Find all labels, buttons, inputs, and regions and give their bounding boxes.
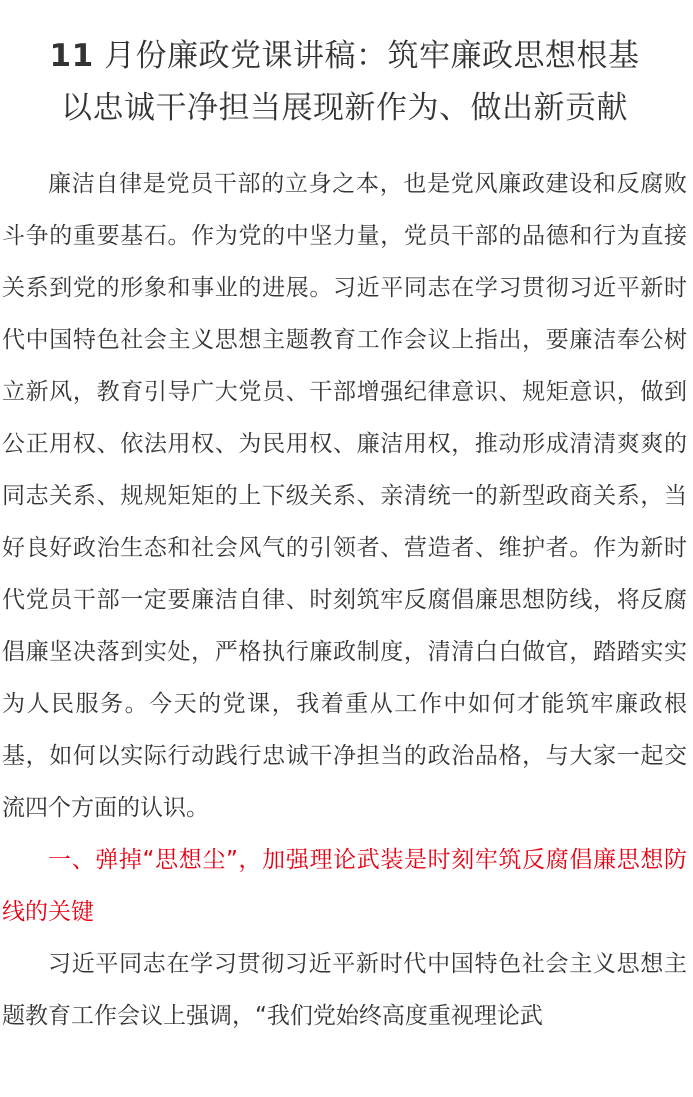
title-line-1: [50, 38, 640, 74]
paragraph-section-1: 习近平同志在学习贯彻习近平新时代中国特色社会主义思想主题教育工作会议上强调，“我们党始终高度重视理论武: [2, 951, 687, 1029]
document-body: [2, 158, 687, 1042]
paragraph-intro: 廉洁自律是党员干部的立身之本，也是党风廉政建设和反腐败斗争的重要基石。作为党的中坚力量，党员干部的品德和行为直接关系到党的形象和事业的进展。习近平同志在学习贯彻习近平新时代中国特色社会主义思想主题教育工作会议上指出，要廉洁奉公树立新风，教育引导广大党员、干部增强纪律意识、规矩意识，做到公正用权、依法用权、为民用权、廉洁用权，推动形成清清爽爽的同志关系、规规矩矩的上下级关系、亲清统一的新型政商关系，当好良好政治生态和社会风气的引领者、营造者、维护者。作为新时代党员干部一定要廉洁自律、时刻筑牢反腐倡廉思想防线，将反腐倡廉坚决落到实处，严格执行廉政制度，清清白白做官，踏踏实实为人民服务。今天的党课，我着重从工作中如何才能筑牢廉政根基，如何以实际行动践行忠诚干净担当的政治品格，与大家一起交流四个方面的认识。: [2, 171, 687, 821]
title-line-1-text: 月份廉政党课讲稿：筑牢廉政思想根基: [104, 38, 640, 74]
title-line-2: 以忠诚干净担当展现新作为、做出新贡献: [61, 90, 628, 126]
title-month-number: 11: [49, 38, 94, 74]
document-title: [2, 30, 687, 134]
section-heading-1: 一、弹掉“思想尘”，加强理论武装是时刻牢筑反腐倡廉思想防线的关键: [2, 847, 687, 925]
